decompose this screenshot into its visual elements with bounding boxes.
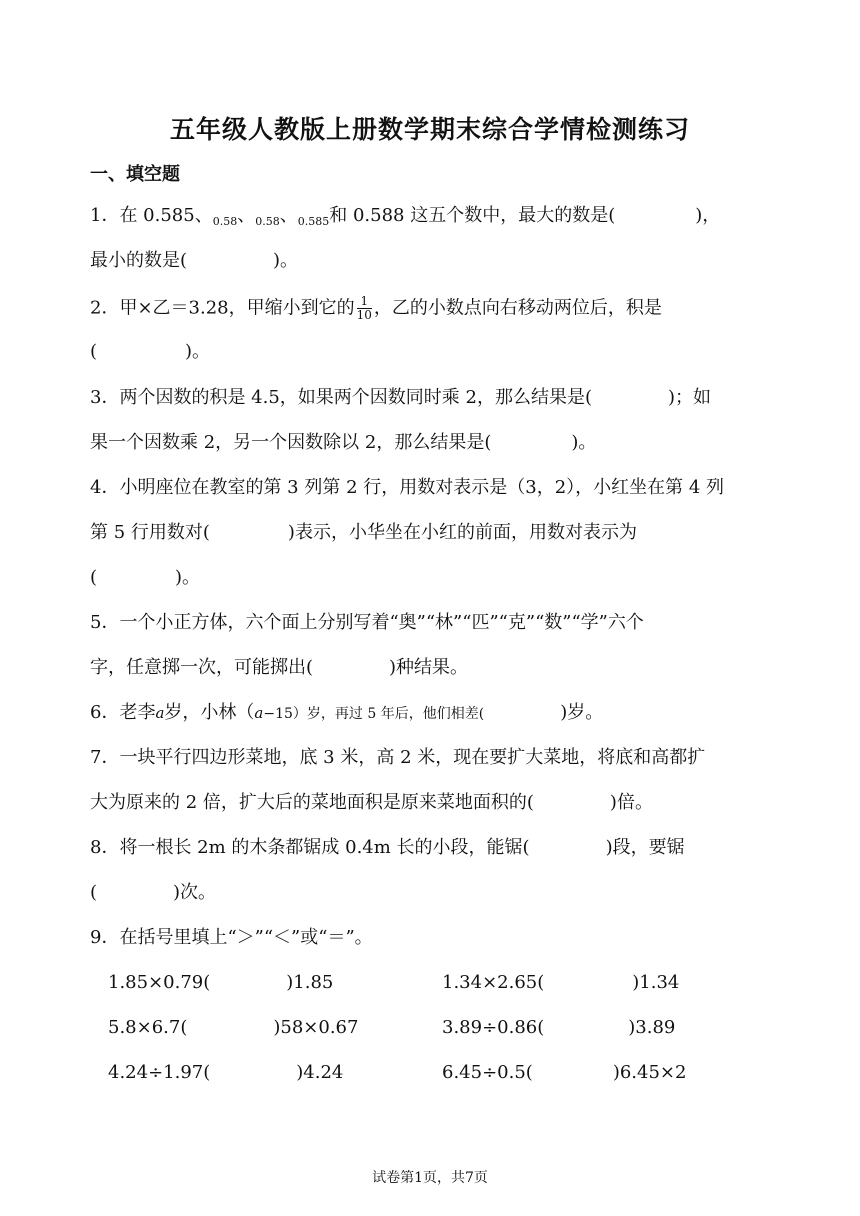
question-1-line-1: 1．在 0.585、$_{0.58}$、$_{0.58}$、$_{0.585}$和 0.588 这五个数中，最大的数是( )， [90, 205, 721, 228]
question-7-line-1: 7．一块平行四边形菜地，底 3 米，高 2 米，现在要扩大菜地，将底和高都扩 [90, 747, 706, 768]
question-5-line-1: 5．一个小正方体，六个面上分别写着“奥”“林”“匹”“克”“数”“学”六个 [90, 612, 644, 633]
section-heading: 一、填空题 [90, 164, 180, 185]
question-4-line-1: 4．小明座位在教室的第 3 列第 2 行，用数对表示是（3，2），小红坐在第 4 列 [90, 477, 725, 498]
question-4-line-3: ( )。 [90, 567, 201, 588]
question-8-line-1: 8．将一根长 2m 的木条都锯成 0.4m 长的小段，能锯( )段，要锯 [90, 837, 685, 858]
page-title: 五年级人教版上册数学期末综合学情检测练习 [169, 115, 690, 144]
comparison-row: 1.34×2.65( )1.34 [442, 972, 680, 993]
question-3-line-2: 果一个因数乘 2，另一个因数除以 2，那么结果是( )。 [90, 432, 597, 453]
question-4-line-2: 第 5 行用数对( )表示，小华坐在小红的前面，用数对表示为 [90, 522, 637, 543]
question-7-line-2: 大为原来的 2 倍，扩大后的菜地面积是原来菜地面积的( )倍。 [90, 792, 653, 813]
comparison-row: 5.8×6.7( )58×0.67 [108, 1017, 359, 1038]
fraction-one-tenth: $\frac{1}{10}$ [356, 294, 372, 322]
comparison-row: 4.24÷1.97( )4.24 [108, 1062, 344, 1083]
comparison-row: 6.45÷0.5( )6.45×2 [442, 1062, 687, 1083]
question-2-line-2: ( )。 [90, 341, 211, 362]
variable-a: a [254, 704, 264, 722]
question-9-line-1: 9．在括号里填上“＞”“＜”或“＝”。 [90, 927, 373, 948]
comparison-row: 1.85×0.79( )1.85 [108, 972, 334, 993]
page-footer: 试卷第1页，共7页 [372, 1170, 488, 1186]
repeating-decimal-3: 0.585 [297, 215, 330, 228]
question-5-line-2: 字，任意掷一次，可能掷出( )种结果。 [90, 657, 469, 678]
question-1-line-2: 最小的数是( )。 [90, 250, 299, 271]
question-3-line-1: 3．两个因数的积是 4.5，如果两个因数同时乘 2，那么结果是( )；如 [90, 387, 712, 408]
question-8-line-2: ( )次。 [90, 882, 217, 903]
question-6-line-1: 6．老李a岁，小林（a−15）岁，再过 5 年后，他们相差( )岁。 [90, 702, 604, 723]
comparison-row: 3.89÷0.86( )3.89 [442, 1017, 676, 1038]
repeating-decimal-1: 0.58 [212, 215, 238, 228]
variable-a: a [155, 704, 165, 722]
repeating-decimal-2: 0.58 [255, 215, 280, 228]
question-2-line-1: 2．甲×乙＝3.28，甲缩小到它的 $\frac{1}{10}$ ，乙的小数点向右移动两位后，积是 [90, 294, 662, 322]
